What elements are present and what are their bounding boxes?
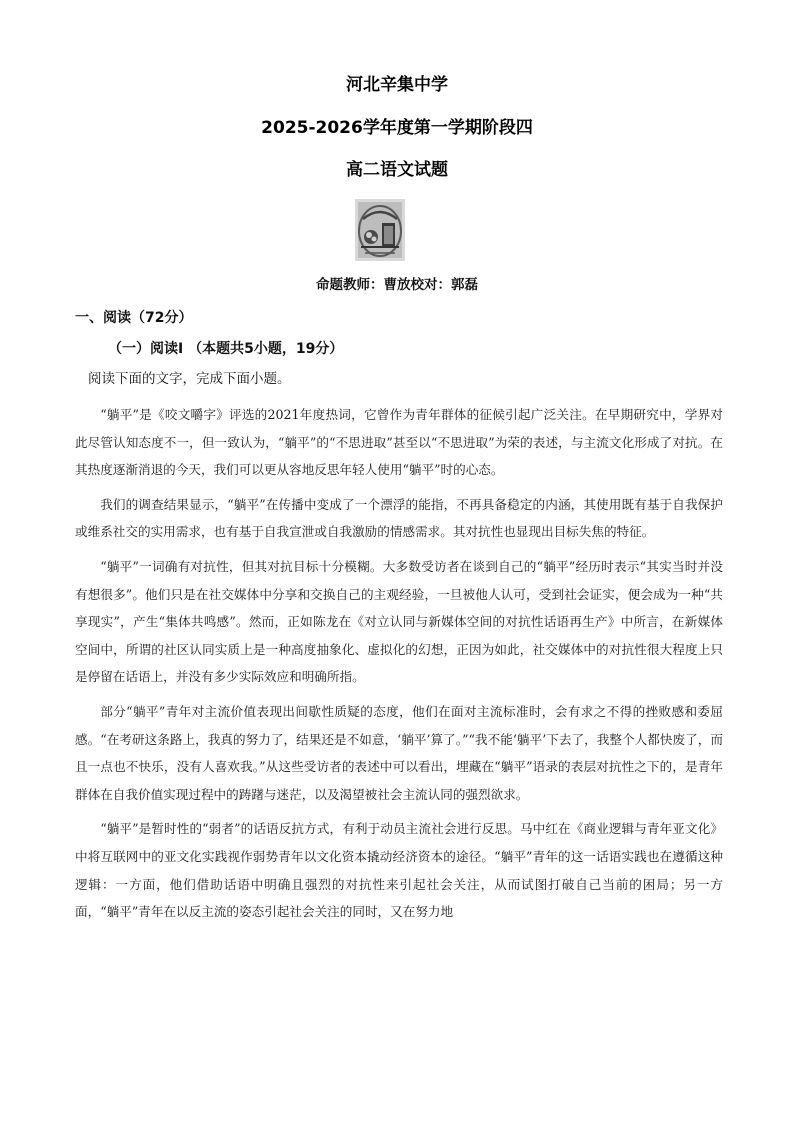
exam-title: 高二语文试题: [346, 160, 448, 180]
passage-paragraph: 我们的调查结果显示，“躺平”在传播中变成了一个漂浮的能指，不再具备稳定的内涵，其使用既有基于自我保护或维系社交的实用需求，也有基于自我宣泄或自我激励的情感需求。其对抗性也显现出目标失焦的特征。: [75, 496, 723, 540]
term-title: 2025-2026学年度第一学期阶段四: [261, 118, 533, 138]
reading-passage: [75, 401, 723, 933]
reading-instruction: 阅读下面的文字，完成下面小题。: [88, 371, 291, 387]
school-name: 河北辛集中学: [346, 75, 448, 95]
passage-paragraph: “躺平”一词确有对抗性，但其对抗目标十分模糊。大多数受访者在谈到自己的“躺平”经历时表示“其实当时并没有想很多”。他们只是在社交媒体中分享和交换自己的主观经验，一旦被他人认可，受到社会证实，便会成为一种“共享现实”，产生“集体共鸣感”。然而，正如陈龙在《对立认同与新媒体空间的对抗性话语再生产》中所言，在新媒体空间中，所谓的社区认同实质上是一种高度抽象化、虚拟化的幻想，正因为如此，社交媒体中的对抗性很大程度上只是停留在话语上，并没有多少实际效应和明确所指。: [75, 558, 723, 685]
school-emblem-icon: [355, 199, 405, 261]
passage-paragraph: “躺平”是《咬文嚼字》评选的2021年度热词，它曾作为青年群体的征候引起广泛关注。在早期研究中，学界对此尽管认知态度不一，但一致认为，“躺平”的“不思进取”甚至以“不思进取”为荣的表述，与主流文化形成了对抗。在其热度逐渐消退的今天，我们可以更从容地反思年轻人使用“躺平”时的心态。: [75, 407, 723, 478]
passage-paragraph: 部分“躺平”青年对主流价值表现出间歇性质疑的态度，他们在面对主流标准时，会有求之不得的挫败感和委屈感。“在考研这条路上，我真的努力了，结果还是不如意，‘躺平’算了。”“我不能‘躺平’下去了，我整个人都快废了，而且一点也不快乐，没有人喜欢我。”从这些受访者的表述中可以看出，埋藏在“躺平”语录的表层对抗性之下的，是青年群体在自我价值实现过程中的踌躇与迷茫，以及渴望被社会主流认同的强烈欲求。: [75, 703, 723, 802]
author-byline: 命题教师：曹放校对：郭磊: [316, 277, 478, 293]
section-heading: 一、阅读（72分）: [75, 310, 193, 326]
subsection-heading: （一）阅读Ⅰ （本题共5小题，19分）: [108, 341, 344, 357]
passage-paragraph: “躺平”是暂时性的“弱者”的话语反抗方式，有利于动员主流社会进行反思。马中红在《商业逻辑与青年亚文化》中将互联网中的亚文化实践视作弱势青年以文化资本撬动经济资本的途径。“躺平”青年的这一话语实践也在遵循这种逻辑：一方面，他们借助话语中明确且强烈的对抗性来引起社会关注，从而试图打破自己当前的困局；另一方面，“躺平”青年在以反主流的姿态引起社会关注的同时，又在努力地: [75, 821, 723, 920]
